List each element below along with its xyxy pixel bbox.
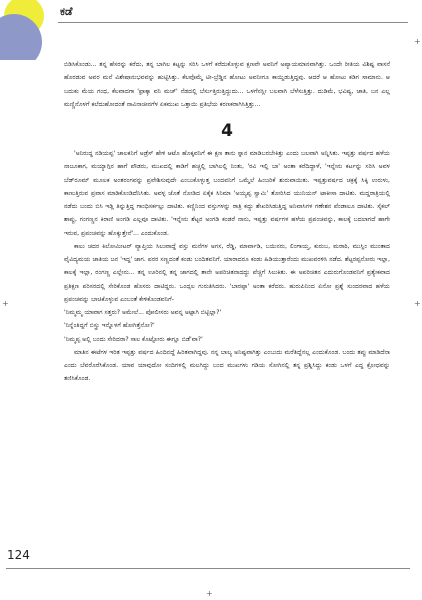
story-body — [64, 58, 390, 386]
dialogue-line: 'ನಿನ್ನೆಂತಿದ್ದಗೆ ಬಿಸ್ತ್ರು ಇನ್ನೊಳಗೆ ಹೋಗಿತ್ತೆನೋ?' — [64, 322, 155, 330]
decorative-corner-circles — [0, 0, 60, 60]
page-number: 124 — [7, 548, 30, 562]
footer-rule — [6, 568, 410, 569]
header-rule — [58, 22, 408, 23]
running-header-title: ಕಡೆ — [60, 5, 73, 18]
chapter-number: 4 — [221, 121, 233, 141]
crop-mark: + — [414, 37, 421, 46]
closing-paragraph: ಮಾತಿನ ಈಟೆಗಳ ಇರಿತ ಇಪ್ಪತ್ತು ವರ್ಷದ ಹಿಂದಿನದ್ದೆ ಹಿರಿತವಾಗಿದ್ದವು. ನನ್ನ ಬಾಲ್ಯ ಅನಿಷ್ಟವಾಗಿತ್ತು ಎಂಬುದು ಮರೆತಿದ್ದೆನಲ್ಲ ಎಂದುಕೊಂಡ. ಬಂದು ತಪ್ಪು ಮಾಡಿದೆನಾ ಎಂದು ಬೆವರೊರೆಸಿಕೊಂಡ. ಯಾವ ಯಾವುದೋ ಸಂದಿಗಳಲ್ಲಿ ಮಲಗಿದ್ದು ಬಂದ ಮುಖಗಳು ಗಡಿಯ ಸೋಗಿನಲ್ಲಿ ತನ್ನ ಪ್ರಶ್ನಿಸಿದ್ದು ಕಂಡು ಒಳಗೆ ಎದ್ದ ಕ್ರೋಧವನ್ನು ತಣಿಸಿಕೊಂಡ. — [64, 348, 390, 383]
dialogue-line: 'ನಿಮ್ಮಪ್ಪ ಅಲ್ಲಿ ಬಂದು ಸೇರಿದರಾ? ಸಾಲ ಕೊಟ್ಟೋರು ಈಗ್ಲೂ ಬಿಡೆ'ವಾ?' — [64, 335, 203, 343]
intro-paragraph: ಬಿಡಿಸಿಕೊಂಡು... ತನ್ನ ಹೆಸರನ್ನು ಕರೆದು, ತನ್ನ ಬಾಗಿಲ ಕಟ್ಟನ್ನು ಸರಿಸಿ ಒಳಗೆ ಕರೆದುಕೊಳ್ಳುವ ಕ್ಷಣವೇ ಅವನಿಗೆ ಅಪ್ಯಾಯಮಾನವಾಗಿತ್ತು. ಒಂದೇ ರೀತಿಯ ವಿಶಿಷ್ಟ ವಾಸನೆ ಹೊರಡುವ ಅವರ ಮನೆ ವಿಶೇಷಾನುಭವವನ್ನು ಹುಟ್ಟಿಸಿತ್ತು. ಕೆಲವೊಮ್ಮೆ ಟೀ-ಬ್ರೆಡ್ಡಿನ ಹೋಟು ಅವನೀಗೂ ಕಾಯ್ದಿಡುತ್ತಿದ್ದವು. ಆದರೆ ಆ ಹೋಟು ಕಡಿಗ ಸಾಮಾನು. ಆ ಬದುಕು ಮೆಯ ಗಂಧ, ಕೆಲವಾದಗಾ 'ಫ್ರಾಕ್ಕಾ ವನಿ ಮಚ್' ನೆಡದಲ್ಲಿ ಬೆರ್ಸುತ್ತಿರುತ್ತಿದ್ದುದು... ಒಳಗೆನಸ್ಲೀ ಬಲವಾಗಿ ಬೆಳೆಸುತ್ತಿತ್ತು. ದುಡಿಮೆ, ಭವಿಷ್ಯ, ಜಾತಿ, ಬನ ಎಲ್ಲ ಮಣ್ಣಿನೊಳಗೆ ಕಲೆದುಹೋದಂತೆ ನಾವಿನಾಚೀನಗೆಳ ಏಕಮುಖ ಒತ್ತಾಯಿ ಪ್ರತಿಭೆಯ ಕರಣಕರಾಗಿಸಿತ್ತಿತ್ತು... — [64, 61, 390, 108]
dialogue-line: 'ನಿಮ್ಮಮ್ಮ ಯಾವಾಗ ಸತ್ತರು? ಅಮೇಲೆ... ಪೋಲೀಸರು ಅವನ್ನ ಅಟ್ಟಾಗಿ ಬಿಟ್ಟಿಲ್ಲಾ?' — [64, 309, 222, 316]
crop-mark: + — [2, 299, 9, 308]
body-paragraph: 'ಅನಿರುದ್ಧ ನಡಿಯಪ್ಪ' ಚಾಲಕನಿಗೆ ಅಡ್ರೆಸ್ ಹೇಳಿ ಆಟೊ ಹೊಕ್ಕವನಿಗೆ ಈ ಕ್ಷಣ ತಾನು ಸ್ನಾನ ಮಾಡಿಬರಬೇಕಿತ್ತು ಎಂದು ಬಲವಾಗಿ ಅನ್ನಿಸಿತು. ಇಪ್ಪತ್ತು ವರ್ಷದ ಹಳೆಯ ನಾಜೂಕಾಗ, ಮಯ್ಯಾಗ್ಗಿನ ಹಾಗೆ ಪೌಡರು, ಮುಖದಲ್ಲಿ ಕಾಡಿಗೆ ಹಚ್ಚಲ್ಲಿ ಬಾಗಿಲಲ್ಲಿ ನಿಂತು, 'ರವಿ ಇಲ್ಲಿ ಬಾ' ಅಂತಾ ಕರೆದಿದ್ದಾಳೆ, 'ಇನ್ನೇನು ಕರ್ಟನ್ನು ಸರಿಸಿ ಅವಳ ಬೆಡ್‌ರೂಮ್ ಮೂಲಕ ಅಂತರಂಗವನ್ನು ಪ್ರವೇಶಿಸುವುದೇ ಎಂಬುಕೊಳ್ಳುತ್ತ ಬಂದವನಿಗೆ ಒಮ್ಮೆಲೆ ಹಿಂಜರಿಕೆ ಶುರುವಾಯಿತು. ಇಪ್ಪತ್ತುವರ್ಷದ ಚಕ್ರಕ್ಕೆ ಸಿಕ್ಕಿ ಉರುಳು, ಕಾಣುತ್ತಿರುವ ಪ್ರವಾಸ ಮಾಡಿಕೊಂಡಿದೆನಿಸಿತು. ಅವಳ್ಳ ಜೊತೆ ನೋಡಿದ ಏಕೈಕ ಸಿನಿಮಾ 'ಅಯ್ಯಪ್ಪ ಸ್ವಾಮಿ' ತೋರಿಸಿದ ಯುನಿಯನ್ ಟಾಕೀಸಾ ದಾಟಿತು. ಮದ್ದರಾತ್ರಿಯಲ್ಲಿ ನಡೆದು ಬಂದು ಬಿಸಿ ಇಡ್ಲಿ ತಿನ್ನುತ್ತಿದ್ದ ಗಾಂಧಿಸರ್ಕಲ್ಲು ದಾಟಿತು. ಕಣ್ಣಿನಿಂದ ವಸ್ತುಗಳನ್ನು ರಾತ್ರಿ ಕದ್ದು ಶೇಖರಿಸಿಡುತ್ತಿದ್ದ ಅನಿವಾಸಿಗಳ ಗಣೇಶನ ಪೆಂಡಾಲೂ ದಾಟಿತು. ಸೈಕಲ್ ಶಾಪ್ಪು, ಗಂಗಣ್ಣನ ಕಿರಾಣಿ ಅಂಗಡಿ ಎಲ್ಲವೂ ದಾಟಿತು. 'ಇನ್ನೇನು ಶೆಟ್ಟರ ಅಂಗಡಿ ಕಂಡರೆ ನಾನು, ಇಪ್ಪತ್ತು ವರ್ಷಗಳ ಹಳೆಯ ಪ್ರಪಂಚವನ್ನು, ಕಾಲಕ್ಕೆ ಬದಲಾಗದೆ ಹಾಗೇ ಇರುವ, ಪ್ರಪಂಚವನ್ನು ಹೊಕ್ಕುತ್ತೇನೆ'... ಎಂದುಕೊಂಡ. — [64, 150, 390, 237]
crop-mark: + — [414, 299, 421, 308]
crop-mark: + — [206, 589, 213, 598]
body-paragraph: ಕಾಲು ಚದರ ಕಿಲೋಮೀಟರ್ ವ್ಯಾಪ್ತಿಯ ಸಿಲುವಾದ್ದೆ ವಸ್ತು ಮನೆಗಳ ಅಗಸ, ರೆಡ್ಡಿ, ಮಾರ್ವಾಡಿ, ಬಯಿನರು, ಲಿಂಗಾಯ್ತ, ಕುರುಬ, ಮರಾಠಿ, ಮುಸ್ಲಿಂ ಮುಂತಾದ ವೈವಿದ್ಯಮಯ ಜಾತಿಯ ಜನ 'ಇದ್ದ' ಜಾಗ. ಪರರ ಸಣ್ಣದಂತೆ ಕಂಡು ಬಂದಿತವನಿಗೆ. ಯಾರಾದರೂ ಕಂಡು ಹಿಡಿಯುತ್ತಾರೆಂದು ಮುಖವರಳಿಸಿ ನಡೆದ. ಶೆಟ್ಟರಪ್ಪನೋರು ಇಲ್ಲಾ, ಕಾಲಕ್ಕೆ ಇಲ್ಲಾ, ರಂಗಣ್ಣ ಎಲ್ಲೇನು... ತನ್ನ ಊರಿನಲ್ಲಿ ತನ್ನ ಜಾಗದಲ್ಲಿ ತಾನೇ ಅಪರಿಚಿತನಾದದ್ದು ಪೆಚ್ಚಿಗೆ ಸಿಲುಕಿತು. ಈ ಅಪರಿಚಿತನ ಎದುರುಗೊಂಡವನಿಗೆ ಪ್ರತ್ಯೇಕವಾದ ಪ್ರತಿಕ್ಷಣ ಪರಿಸರದಲ್ಲಿ ಸೇರಿಕೊಂಡ ಹೊಸರು ದಾಟಿದ್ದರು. ಒಂದ್ಸಲ ಗುರುತಿಸಿದರು. 'ಬಾರಪ್ಪಾ' ಅಂತಾ ಕರೆದರು. ಹುರುಪಿನಿಂದ ಏನೋ ಪ್ರಶ್ನೆ ಸುಂದರವಾದ ಹಳೆಯ ಪ್ರಪಂಚವನ್ನು ಬಾಚಿಕೊಳ್ಳುವ ಎಂಬಂತೆ ಕೇಳಿಕೊಂಡವನಿಗೆ- — [64, 242, 390, 303]
